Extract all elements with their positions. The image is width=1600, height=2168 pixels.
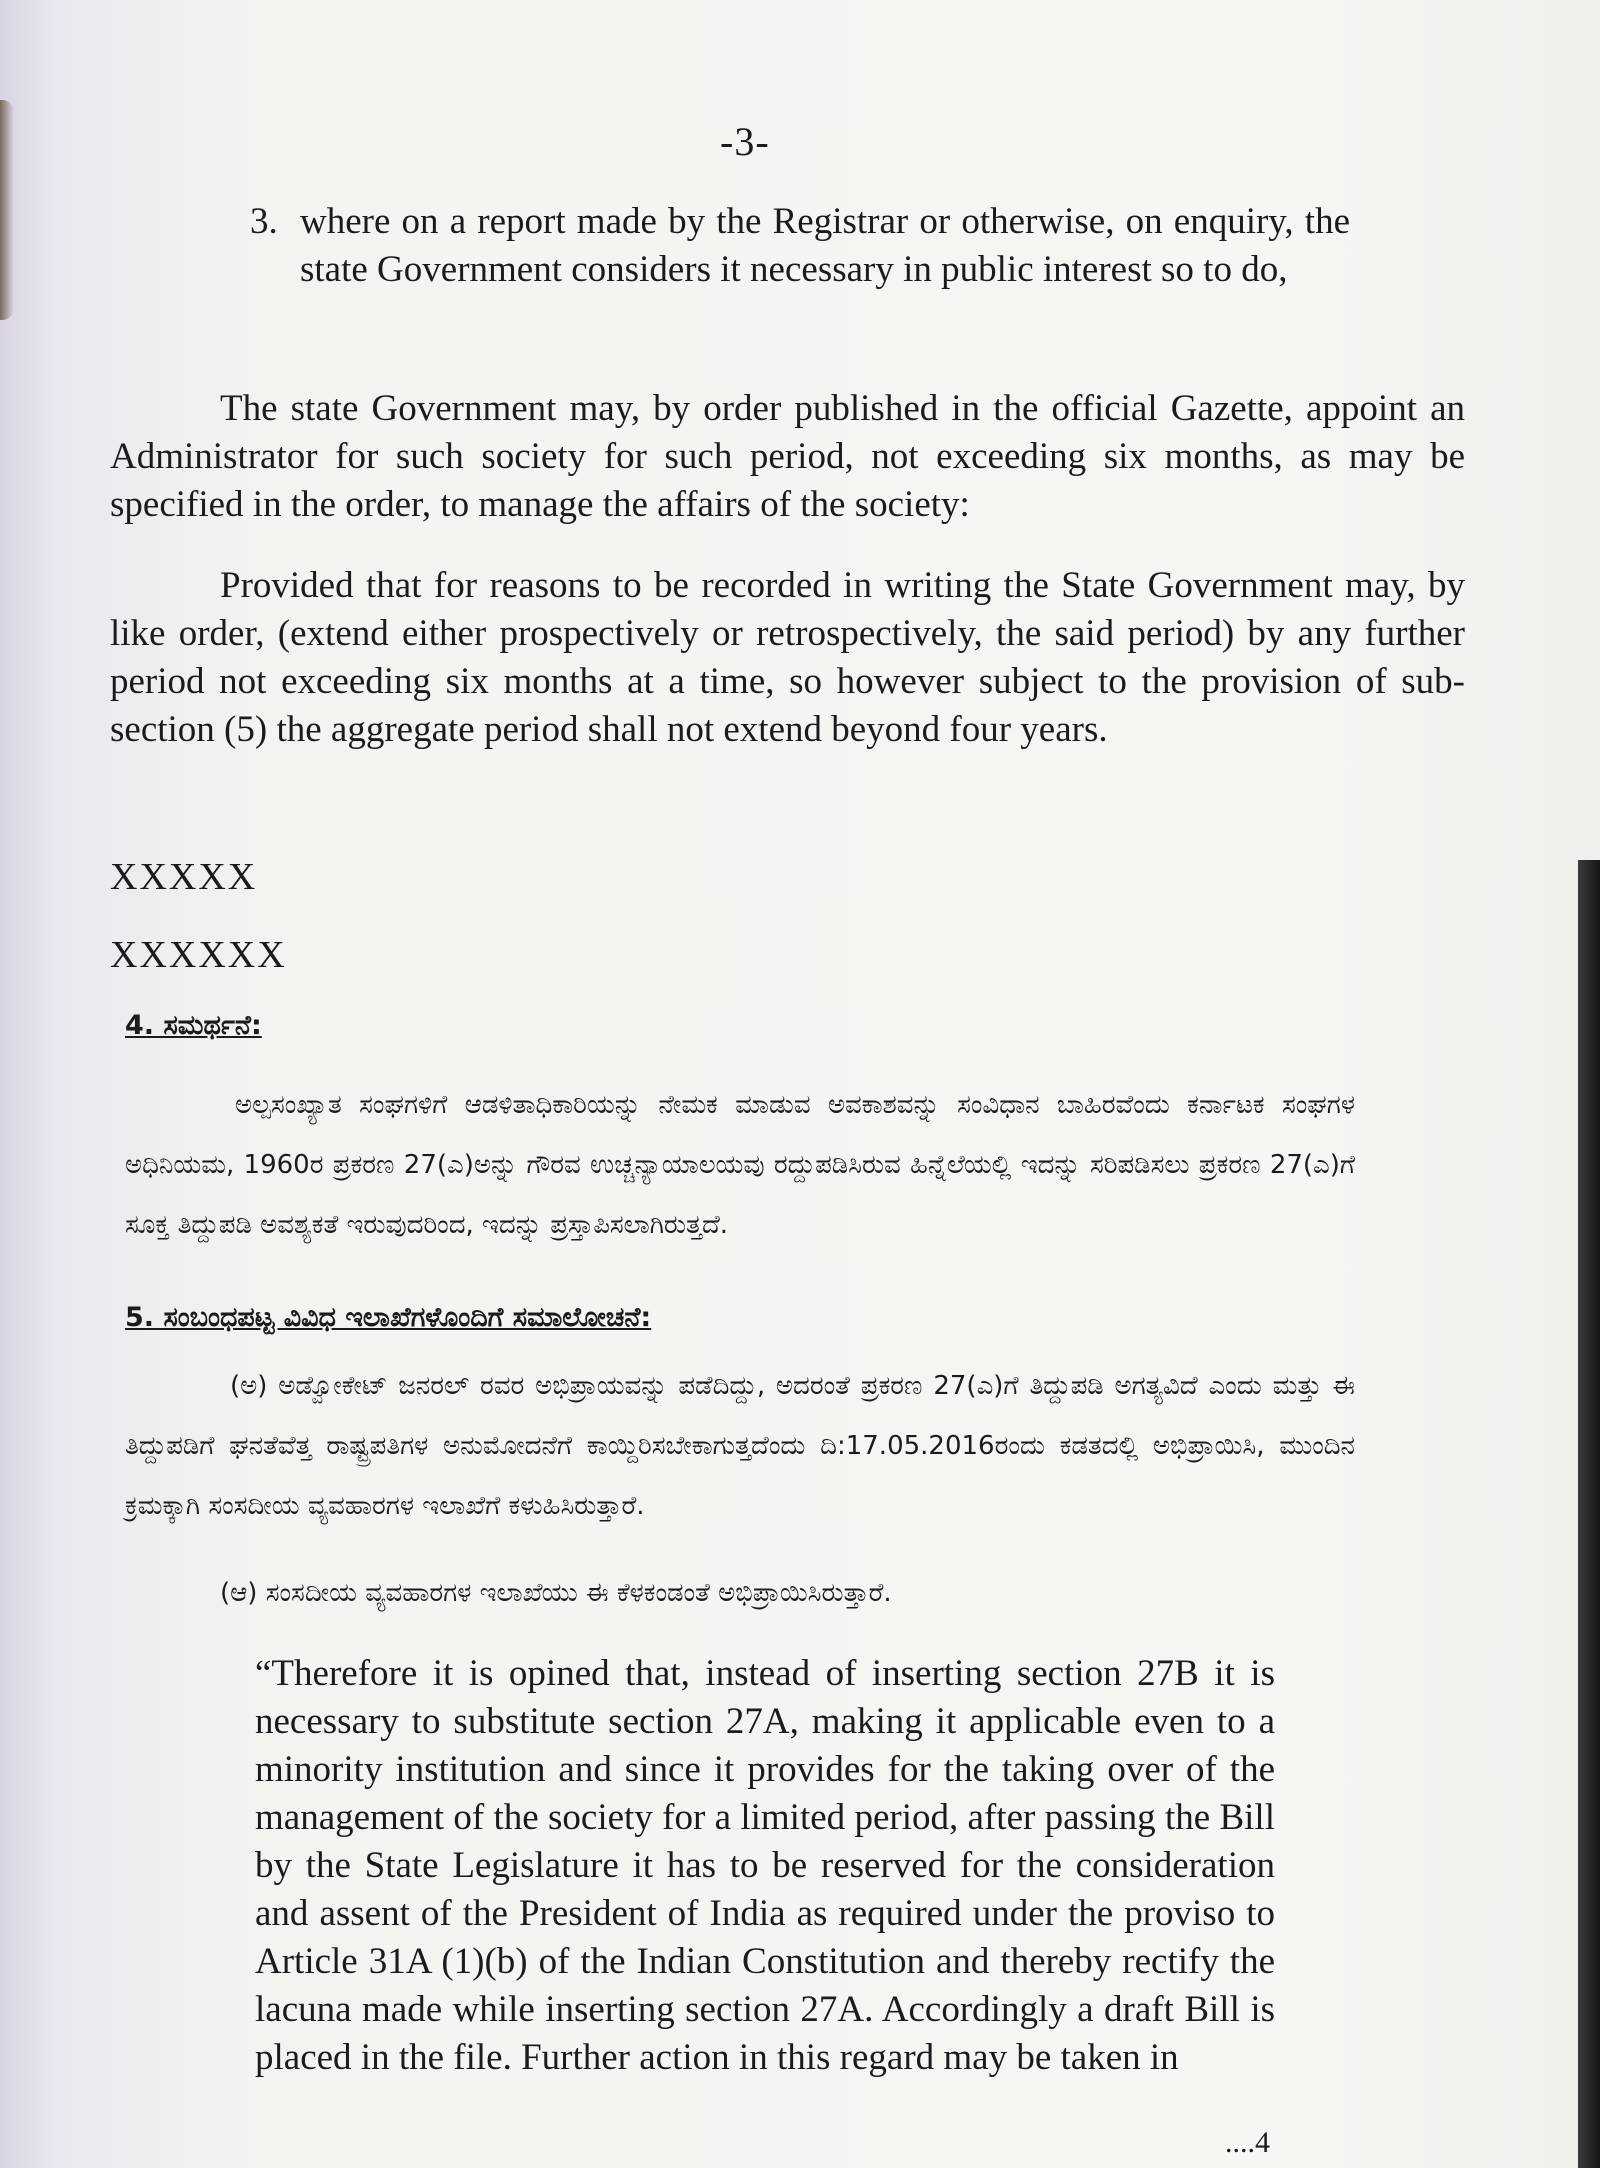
section-5-item-a: (ಅ) ಅಡ್ವೋಕೇಟ್ ಜನರಲ್ ರವರ ಅಭಿಪ್ರಾಯವನ್ನು ಪಡೆದಿದ್ದು, ಅದರಂತೆ ಪ್ರಕರಣ 27(ಎ)ಗೆ ತಿದ್ದುಪಡಿ ಅಗತ್ಯವಿದೆ ಎಂದು ಮತ್ತು ಈ ತಿದ್ದುಪಡಿಗೆ ಘನತೆವೆತ್ತ ರಾಷ್ಟ್ರಪತಿಗಳ ಅನುಮೋದನೆಗೆ ಕಾಯ್ದಿರಿಸಬೇಕಾಗುತ್ತದೆಂದು ದಿ:17.05.2016ರಂದು ಕಡತದಲ್ಲಿ ಅಭಿಪ್ರಾಯಿಸಿ, ಮುಂದಿನ ಕ್ರಮಕ್ಕಾಗಿ ಸಂಸದೀಯ ವ್ಯವಹಾರಗಳ ಇಲಾಖೆಗೆ ಕಳುಹಿಸಿರುತ್ತಾರೆ. bbox=[125, 1371, 1355, 1521]
proviso-paragraph-text: Provided that for reasons to be recorded in writing the State Government may, by like order, (extend either prospectively or retrospectively, the said period) by any further period not exceeding six months at a time, so however subject to the provision of sub-section (5) the aggregate period shall not extend beyond four years. bbox=[110, 565, 1465, 750]
page-number: -3- bbox=[720, 119, 770, 164]
section-4-heading: 4. ಸಮರ್ಥನೆ: bbox=[125, 1010, 262, 1041]
section-5-heading: 5. ಸಂಬಂಧಪಟ್ಟ ವಿವಿಧ ಇಲಾಖೆಗಳೊಂದಿಗೆ ಸಮಾಲೋಚನೆ: bbox=[125, 1302, 652, 1333]
redaction-line-1: XXXXX bbox=[110, 856, 258, 898]
clause-3 bbox=[250, 198, 1350, 294]
redaction-line-2: XXXXXX bbox=[110, 934, 287, 976]
administrator-paragraph-text: The state Government may, by order published in the official Gazette, appoint an Administrator for such society for such period, not exceeding six months, as may be specified in the order, to manage the affairs of the society: bbox=[110, 388, 1465, 525]
clause-3-number: 3. bbox=[250, 201, 278, 242]
proviso-paragraph bbox=[110, 562, 1465, 754]
quoted-opinion-text: “Therefore it is opined that, instead of inserting section 27B it is necessary to substitute section 27A, making it applicable even to a minority institution and since it provides for the taking over of the management of the society for a limited period, after passing the Bill by the State Legislature it has to be reserved for the consideration and assent of the President of India as required under the proviso to Article 31A (1)(b) of the Indian Constitution and thereby rectify the lacuna made while inserting section 27A. Accordingly a draft Bill is placed in the file. Further action in this regard may be taken in bbox=[255, 1653, 1275, 2078]
page-edge-shadow-left bbox=[0, 100, 14, 320]
section-4-text: ಅಲ್ಪಸಂಖ್ಯಾತ ಸಂಘಗಳಿಗೆ ಆಡಳಿತಾಧಿಕಾರಿಯನ್ನು ನೇಮಕ ಮಾಡುವ ಅವಕಾಶವನ್ನು ಸಂವಿಧಾನ ಬಾಹಿರವೆಂದು ಕರ್ನಾಟಕ ಸಂಘಗಳ ಅಧಿನಿಯಮ, 1960ರ ಪ್ರಕರಣ 27(ಎ)ಅನ್ನು ಗೌರವ ಉಚ್ಚನ್ಯಾಯಾಲಯವು ರದ್ದುಪಡಿಸಿರುವ ಹಿನ್ನೆಲೆಯಲ್ಲಿ ಇದನ್ನು ಸರಿಪಡಿಸಲು ಪ್ರಕರಣ 27(ಎ)ಗೆ ಸೂಕ್ತ ತಿದ್ದುಪಡಿ ಅವಶ್ಯಕತೆ ಇರುವುದರಿಂದ, ಇದನ್ನು ಪ್ರಸ್ತಾಪಿಸಲಾಗಿರುತ್ತದೆ. bbox=[125, 1090, 1355, 1240]
quoted-opinion bbox=[255, 1650, 1275, 2082]
section-5-item-b: (ಆ) ಸಂಸದೀಯ ವ್ಯವಹಾರಗಳ ಇಲಾಖೆಯು ಈ ಕೆಳಕಂಡಂತೆ ಅಭಿಪ್ರಾಯಿಸಿರುತ್ತಾರೆ. bbox=[220, 1578, 892, 1608]
page-edge-shadow-right bbox=[1578, 860, 1600, 2168]
clause-3-text: where on a report made by the Registrar or otherwise, on enquiry, the state Government considers it necessary in public interest so to do, bbox=[300, 201, 1350, 290]
continuation-marker: ....4 bbox=[1225, 2126, 1270, 2159]
administrator-paragraph bbox=[110, 385, 1465, 529]
